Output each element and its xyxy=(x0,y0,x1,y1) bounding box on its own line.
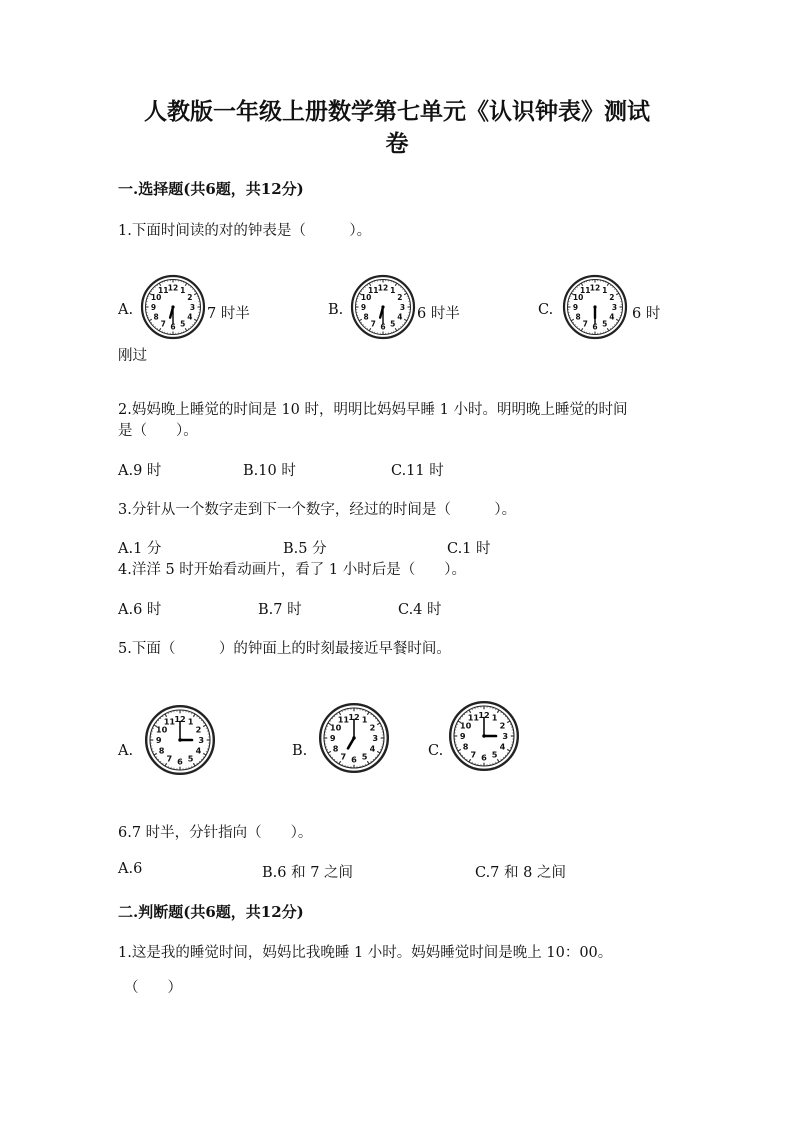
clock-numeral: 5 xyxy=(180,319,186,329)
clock-numeral: 12 xyxy=(348,711,360,722)
clock-numeral: 11 xyxy=(368,285,379,295)
clock-numeral: 4 xyxy=(609,312,615,322)
clock-numeral: 11 xyxy=(163,716,176,727)
q6-option-a: A.6 xyxy=(118,861,143,877)
clock-numeral: 12 xyxy=(174,713,186,724)
q5-option-c-label: C. xyxy=(428,743,444,759)
q1-clock-b xyxy=(350,274,416,340)
clock-numeral: 2 xyxy=(195,724,202,735)
question-1-text: 1.下面时间读的对的钟表是（ ）。 xyxy=(118,223,372,239)
q5-option-a-label: A. xyxy=(118,743,134,759)
clock-numeral: 12 xyxy=(589,283,601,293)
clock-numeral: 10 xyxy=(459,720,472,731)
clock-numeral: 3 xyxy=(372,733,379,744)
q6-option-b: B.6 和 7 之间 xyxy=(262,865,354,881)
clock-numeral: 1 xyxy=(390,285,396,295)
clock-numeral: 1 xyxy=(180,285,186,295)
clock-numeral: 9 xyxy=(150,302,157,312)
q1-clock-c xyxy=(562,274,628,340)
clock-numeral: 8 xyxy=(363,312,369,322)
clock-numeral: 9 xyxy=(155,735,162,746)
clock-numeral: 5 xyxy=(602,319,608,329)
clock-center xyxy=(593,305,596,308)
clock-numeral: 7 xyxy=(160,319,166,329)
clock-numeral: 4 xyxy=(195,745,202,756)
clock-numeral: 11 xyxy=(467,712,480,723)
clock-numeral: 4 xyxy=(397,312,403,322)
q5-clock-a xyxy=(144,704,216,776)
clock-numeral: 10 xyxy=(572,293,584,303)
question-4-text: 4.洋洋 5 时开始看动画片，看了 1 小时后是（ ）。 xyxy=(118,562,466,578)
clock-center xyxy=(352,736,355,739)
clock-center xyxy=(171,305,174,308)
q4-option-a: A.6 时 xyxy=(118,602,162,618)
clock-numeral: 7 xyxy=(582,319,588,329)
question-3-text: 3.分针从一个数字走到下一个数字，经过的时间是（ ）。 xyxy=(118,502,517,518)
clock-numeral: 4 xyxy=(369,743,376,754)
q5-clock-b xyxy=(318,702,390,774)
question-2-text-cont: 是（ ）。 xyxy=(118,423,198,439)
clock-numeral: 12 xyxy=(478,709,490,720)
q5-option-b-label: B. xyxy=(292,743,308,759)
clock-numeral: 6 xyxy=(592,322,598,332)
q1-option-c-text: 6 时 xyxy=(632,306,661,322)
q1-clock-a xyxy=(140,274,206,340)
judge-1-answer-paren: （ ） xyxy=(124,980,182,996)
q5-clock-c xyxy=(448,700,520,772)
q1-option-b-text: 6 时半 xyxy=(417,306,460,322)
clock-numeral: 9 xyxy=(572,302,579,312)
clock-numeral: 3 xyxy=(198,735,205,746)
q1-option-c-label: C. xyxy=(538,302,554,318)
clock-numeral: 12 xyxy=(167,283,179,293)
clock-numeral: 8 xyxy=(158,745,165,756)
question-5-text: 5.下面（ ）的钟面上的时刻最接近早餐时间。 xyxy=(118,641,451,657)
clock-numeral: 11 xyxy=(158,285,169,295)
clock-numeral: 9 xyxy=(459,731,466,742)
clock-numeral: 5 xyxy=(187,753,194,764)
q2-option-a: A.9 时 xyxy=(118,463,162,479)
judge-1-text: 1.这是我的睡觉时间，妈妈比我晚睡 1 小时。妈妈睡觉时间是晚上 10：00。 xyxy=(118,945,613,961)
clock-numeral: 6 xyxy=(177,756,183,767)
q2-option-c: C.11 时 xyxy=(391,463,444,479)
clock-numeral: 6 xyxy=(170,322,176,332)
clock-numeral: 8 xyxy=(153,312,159,322)
clock-numeral: 8 xyxy=(575,312,581,322)
clock-numeral: 2 xyxy=(609,293,615,303)
section-judge-heading: 二.判断题(共6题，共12分) xyxy=(118,903,304,921)
clock-numeral: 5 xyxy=(491,749,498,760)
q1-option-a-label: A. xyxy=(118,302,134,318)
clock-numeral: 11 xyxy=(337,714,350,725)
clock-numeral: 3 xyxy=(189,302,196,312)
clock-numeral: 10 xyxy=(150,293,162,303)
clock-numeral: 2 xyxy=(369,722,376,733)
clock-numeral: 9 xyxy=(360,302,367,312)
q3-option-b: B.5 分 xyxy=(283,541,327,557)
q1-option-c-text-cont: 刚过 xyxy=(118,348,147,364)
q1-option-a-text: 7 时半 xyxy=(207,306,250,322)
clock-numeral: 11 xyxy=(580,285,591,295)
clock-numeral: 3 xyxy=(399,302,406,312)
clock-numeral: 10 xyxy=(329,722,342,733)
clock-numeral: 7 xyxy=(340,751,347,762)
q1-option-b-label: B. xyxy=(328,302,344,318)
clock-numeral: 7 xyxy=(166,753,173,764)
clock-numeral: 12 xyxy=(377,283,389,293)
clock-numeral: 4 xyxy=(187,312,193,322)
clock-numeral: 10 xyxy=(155,724,168,735)
clock-numeral: 1 xyxy=(602,285,608,295)
clock-numeral: 4 xyxy=(499,741,506,752)
clock-center xyxy=(482,734,485,737)
clock-numeral: 6 xyxy=(351,754,357,765)
clock-numeral: 10 xyxy=(360,293,372,303)
clock-numeral: 8 xyxy=(462,741,469,752)
question-2-text: 2.妈妈晚上睡觉的时间是 10 时，明明比妈妈早睡 1 小时。明明晚上睡觉的时间 xyxy=(118,402,628,418)
q3-option-c: C.1 时 xyxy=(447,541,491,557)
clock-numeral: 8 xyxy=(332,743,339,754)
q4-option-b: B.7 时 xyxy=(258,602,302,618)
question-6-text: 6.7 时半，分针指向（ ）。 xyxy=(118,825,313,841)
page-title: 人教版一年级上册数学第七单元《认识钟表》测试 xyxy=(144,98,650,125)
clock-center xyxy=(178,738,181,741)
clock-numeral: 1 xyxy=(491,712,498,723)
clock-numeral: 6 xyxy=(481,752,487,763)
clock-numeral: 2 xyxy=(499,720,506,731)
section-choice-heading: 一.选择题(共6题，共12分) xyxy=(118,180,304,198)
clock-numeral: 1 xyxy=(187,716,194,727)
q4-option-c: C.4 时 xyxy=(398,602,442,618)
q6-option-c: C.7 和 8 之间 xyxy=(475,865,566,881)
q2-option-b: B.10 时 xyxy=(243,463,296,479)
clock-numeral: 5 xyxy=(361,751,368,762)
clock-numeral: 2 xyxy=(397,293,403,303)
clock-numeral: 7 xyxy=(470,749,477,760)
clock-numeral: 6 xyxy=(380,322,386,332)
clock-numeral: 9 xyxy=(329,733,336,744)
clock-numeral: 3 xyxy=(502,731,509,742)
clock-numeral: 1 xyxy=(361,714,368,725)
q3-option-a: A.1 分 xyxy=(118,541,162,557)
clock-numeral: 2 xyxy=(187,293,193,303)
clock-numeral: 7 xyxy=(370,319,376,329)
clock-center xyxy=(381,305,384,308)
page-title-cont: 卷 xyxy=(385,130,409,157)
clock-numeral: 3 xyxy=(611,302,618,312)
clock-numeral: 5 xyxy=(390,319,396,329)
